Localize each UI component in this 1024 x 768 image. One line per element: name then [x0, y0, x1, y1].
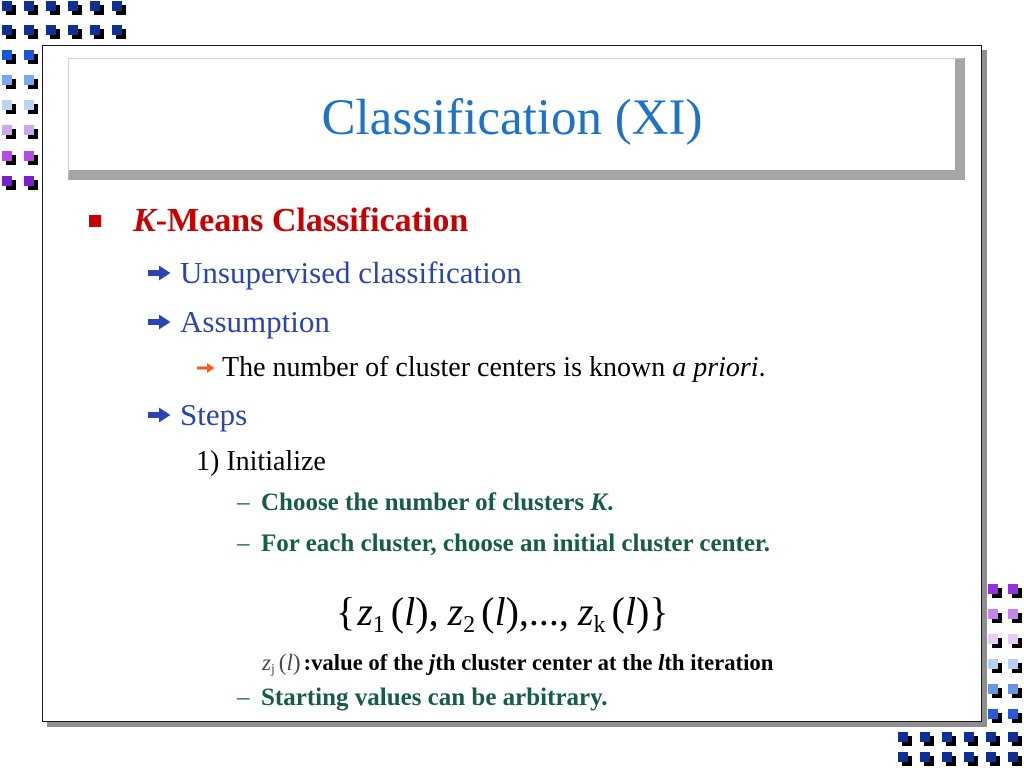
- definition-text-part: th iteration: [664, 650, 774, 675]
- decorative-square: [964, 732, 974, 742]
- bullet-steps: Steps: [180, 397, 248, 432]
- dash-bullet: –: [237, 530, 250, 557]
- heading-text: -Means Classification: [155, 202, 469, 239]
- definition-text: [304, 650, 774, 675]
- formula-var: z: [357, 589, 373, 634]
- decorative-square: [112, 1, 122, 11]
- decorative-square: [2, 75, 12, 85]
- formula-subscript: k: [593, 611, 606, 638]
- step-item-text: Choose the number of clusters: [261, 489, 591, 516]
- decorative-square: [24, 125, 34, 135]
- decorative-square: [988, 659, 998, 669]
- slide-title: Classification (XI): [321, 90, 703, 146]
- decorative-square: [1008, 752, 1018, 762]
- decorative-square: [2, 151, 12, 161]
- step-item-starting-values: [237, 683, 608, 713]
- decorative-square: [2, 25, 12, 35]
- decorative-square: [1008, 732, 1018, 742]
- formula-rparen: ): [505, 589, 519, 634]
- step-item-choose-k: [237, 488, 613, 518]
- decorative-square: [986, 752, 996, 762]
- definition-symbol-arg: l: [286, 650, 293, 675]
- decorative-square: [24, 176, 34, 186]
- definition-symbol-lparen: (: [278, 650, 287, 675]
- decorative-square: [2, 100, 12, 110]
- formula-open-brace: {: [336, 589, 356, 634]
- formula-arg: l: [404, 589, 416, 634]
- decorative-square: [988, 584, 998, 594]
- dash-bullet: –: [237, 489, 250, 516]
- step-item-text: Starting values can be arbitrary.: [261, 684, 608, 711]
- formula-comma: ,: [558, 589, 569, 634]
- dash-bullet: –: [237, 684, 250, 711]
- decorative-square: [68, 1, 78, 11]
- decorative-square: [1008, 634, 1018, 644]
- decorative-square: [2, 125, 12, 135]
- formula-subscript: 1: [372, 611, 385, 638]
- decorative-square: [1008, 584, 1018, 594]
- formula-lparen: (: [481, 589, 495, 634]
- formula-rparen: ): [635, 589, 650, 634]
- decorative-square: [988, 709, 998, 719]
- decorative-square: [46, 25, 56, 35]
- formula-ellipsis: ...: [528, 589, 559, 634]
- section-heading: [133, 201, 468, 241]
- decorative-square: [24, 25, 34, 35]
- step-item-emphasis: K: [590, 489, 608, 516]
- assumption-detail-text: The number of cluster centers is known: [222, 352, 673, 383]
- assumption-detail: [222, 352, 766, 384]
- definition-text-part: :value of the: [303, 650, 429, 675]
- arrow-right-icon: [147, 265, 171, 281]
- formula-arg: l: [624, 589, 636, 634]
- arrow-right-icon: [147, 314, 171, 330]
- arrow-right-small-icon: [197, 362, 215, 374]
- decorative-square: [986, 732, 996, 742]
- arrow-right-icon: [147, 407, 171, 423]
- decorative-square: [90, 25, 100, 35]
- decorative-square: [1008, 659, 1018, 669]
- square-bullet-icon: [89, 215, 101, 227]
- definition-symbol: [262, 650, 301, 675]
- decorative-square: [68, 25, 78, 35]
- formula-arg: l: [494, 589, 506, 634]
- decorative-square: [90, 1, 100, 11]
- decorative-square: [898, 752, 908, 762]
- definition-index-j: j: [428, 650, 436, 675]
- decorative-square: [1008, 609, 1018, 619]
- decorative-square: [942, 752, 952, 762]
- formula-close-brace: }: [649, 589, 669, 634]
- decorative-square: [24, 50, 34, 60]
- heading-variable: K: [133, 202, 156, 239]
- decorative-square: [24, 151, 34, 161]
- bullet-assumption: Assumption: [180, 304, 330, 339]
- formula-var: z: [447, 589, 464, 634]
- decorative-square: [24, 75, 34, 85]
- decorative-square: [988, 634, 998, 644]
- decorative-square: [988, 684, 998, 694]
- bullet-unsupervised: Unsupervised classification: [180, 255, 522, 290]
- decorative-square: [920, 732, 930, 742]
- decorative-square: [24, 1, 34, 11]
- formula-comma: ,: [428, 589, 439, 634]
- assumption-detail-end: .: [758, 352, 766, 383]
- formula-lparen: (: [611, 589, 625, 634]
- decorative-square: [24, 100, 34, 110]
- formula-rparen: ): [415, 589, 429, 634]
- formula-comma: ,: [518, 589, 529, 634]
- cluster-centers-formula: [336, 588, 668, 636]
- step-item-end: .: [607, 489, 614, 516]
- decorative-square: [964, 752, 974, 762]
- step-item-initial-centers: [237, 529, 770, 559]
- symbol-definition: [262, 649, 773, 680]
- definition-text-part: th cluster center at the: [435, 650, 659, 675]
- decorative-square: [2, 176, 12, 186]
- decorative-square: [898, 732, 908, 742]
- formula-lparen: (: [390, 589, 405, 634]
- decorative-square: [2, 50, 12, 60]
- formula-var: z: [577, 589, 594, 634]
- decorative-square: [46, 1, 56, 11]
- step-item-text: For each cluster, choose an initial cluster center.: [261, 530, 770, 557]
- decorative-square: [942, 732, 952, 742]
- decorative-square: [988, 609, 998, 619]
- formula-subscript: 2: [463, 611, 476, 638]
- step-initialize: 1) Initialize: [196, 446, 326, 477]
- definition-symbol-var: z: [262, 650, 271, 675]
- decorative-square: [112, 25, 122, 35]
- definition-symbol-subscript: j: [270, 661, 275, 677]
- decorative-square: [2, 1, 12, 11]
- assumption-detail-emphasis: a priori: [672, 352, 759, 383]
- definition-symbol-rparen: ): [292, 650, 301, 675]
- decorative-square: [920, 752, 930, 762]
- decorative-square: [1008, 684, 1018, 694]
- definition-index-l: l: [658, 650, 665, 675]
- decorative-square: [1008, 709, 1018, 719]
